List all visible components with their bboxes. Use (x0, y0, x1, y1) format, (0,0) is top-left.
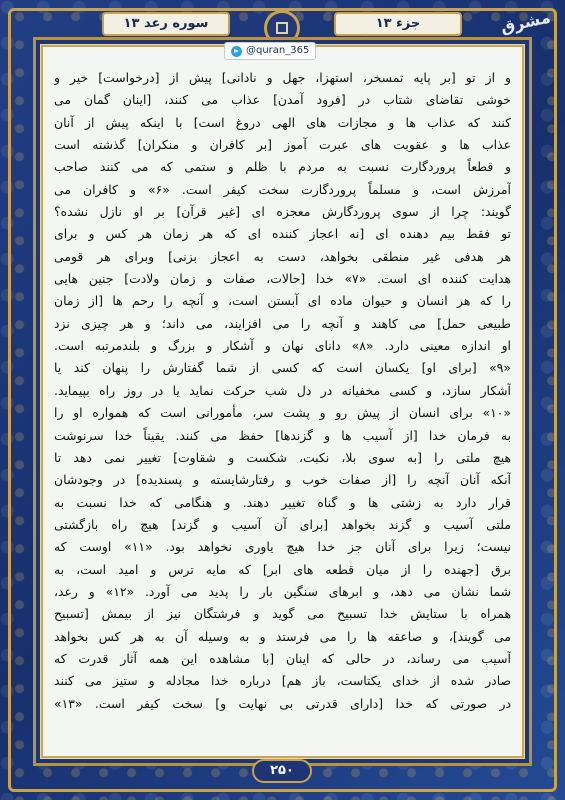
page-header (82, 10, 482, 40)
text-line: او اندازه معینی دارد. «۸» دانای نهان و آشکار و بزرگ و بلندمرتبه است. (54, 338, 511, 354)
text-line: قرار دارد به زشتی ها و گناه تغییر دهند. و هنگامی که خدا نسبت به (54, 494, 511, 510)
text-line: عذاب ها و عقوبت های عبرت آموز [بر کافران و منکران] گذشته است (54, 137, 511, 153)
text-line: همراه با ستایش خدا تسبیح می گوید و فرشتگان نیز از بیمش [تسبیح (54, 606, 511, 622)
text-line: شما نشان می دهد، و ابرهای سنگین بار را پدید می آورد. «۱۲» و رعد، (54, 583, 511, 599)
text-line: در صورتی که خدا [دارای قدرتی بی نهایت و] سخت کیفر است. «۱۳» (54, 695, 511, 711)
telegram-icon (231, 46, 242, 57)
surah-label: سوره رعد ۱۳ (102, 12, 230, 36)
text-line: و از تو [بر پایه تمسخر، استهزا، جهل و نادانی] پیش از [درخواست] خیر و (54, 70, 511, 85)
telegram-handle[interactable] (224, 42, 316, 60)
translation-text (54, 67, 511, 739)
text-line: «۱۰» برای انسان از پیش رو و پشت سر، مأمورانی است که همواره او را (54, 405, 511, 421)
watermark-logo: مشرق (498, 7, 553, 37)
text-line: کنند که عذاب ها و مجازات های الهی دروغ است] با اینکه پیش از آنان (54, 114, 511, 130)
text-line: را که هر انسان و حیوان ماده ای آبستن است، و آنچه را رحم ها [از زمان (54, 293, 511, 309)
text-line: صادر شده از خدای یکتاست، باز هم] درباره خدا مجادله و ستیز می کنند (54, 673, 511, 689)
text-line: گویند: چرا از سوی پروردگارش معجزه ای [غیر قرآن] بر او نازل نشده؟ (54, 204, 511, 220)
text-line: نیست؛ زیرا برای آنان جز خدا هیچ یاوری نخواهد بود. «۱۱» اوست که (54, 539, 511, 555)
text-line: آشکار سازد، و کسی مخفیانه در دل شب حرکت نماید یا در روز راه بپیماید. (54, 382, 511, 398)
text-line: خوشی تقاضای شتاب در [فرود آمدن] عذاب می کنند، [اینان گمان می (54, 92, 511, 108)
text-line: می گویند]، و صاعقه ها را می فرستد و به وسیله آن به هر کس بخواهد (54, 628, 511, 644)
juz-label: جزء ۱۳ (334, 12, 462, 36)
text-line: برق [جهنده را از میان قطعه های ابر] که مایه ترس و امید است، به (54, 561, 511, 577)
text-line: هدایت کننده ای است. «۷» خدا [حالات، صفات و زمان ولادت] جنین هایی (54, 271, 511, 287)
text-line: به فرمان خدا [از آسیب ها و گزندها] حفظ می کنند. یقیناً خدا سرنوشت (54, 427, 511, 443)
text-line: تو فقط بیم دهنده ای [نه اعجاز کننده ای که هر زمان هر کس و برای (54, 226, 511, 242)
handle-text: @quran_365 (246, 45, 310, 56)
text-line: آمرزش است، و مسلماً پروردگارت سخت کیفر است. «۶» و کافران می (54, 181, 511, 197)
text-line: هیچ ملتی را [به سوی بلا، نکبت، شکست و شقاوت] تغییر نمی دهد تا (54, 449, 511, 465)
page-number: ۲۵۰ (252, 759, 312, 783)
text-line: هر هدفی غیر منطقی بخواهد، دست به اعجاز بزنی] وبرای هر قومی (54, 248, 511, 264)
text-line: «۹» [برای او] یکسان است که کسی از شما گفتارش را پنهان کند یا (54, 360, 511, 376)
text-line: آسیب می رساند، در حالی که اینان [با مشاهده این همه آثار قدرت که (54, 650, 511, 666)
text-line: و قطعاً پروردگارت نسبت به مردم با ظلم و ستمی که می کنند صاحب (54, 159, 511, 175)
text-line: آنکه آنان آنچه را [از صفات خوب و رفتارشایسته و پسندیده] در وجودشان (54, 472, 511, 488)
medallion-icon (264, 10, 300, 46)
text-line: طبیعی حمل] می کاهند و آنچه را می افزایند، می داند؛ و هر چیزی نزد (54, 315, 511, 331)
text-line: ملتی آسیب و گزند بخواهد [برای آن آسیب و گزند] هیچ راه بازگشتی (54, 516, 511, 532)
